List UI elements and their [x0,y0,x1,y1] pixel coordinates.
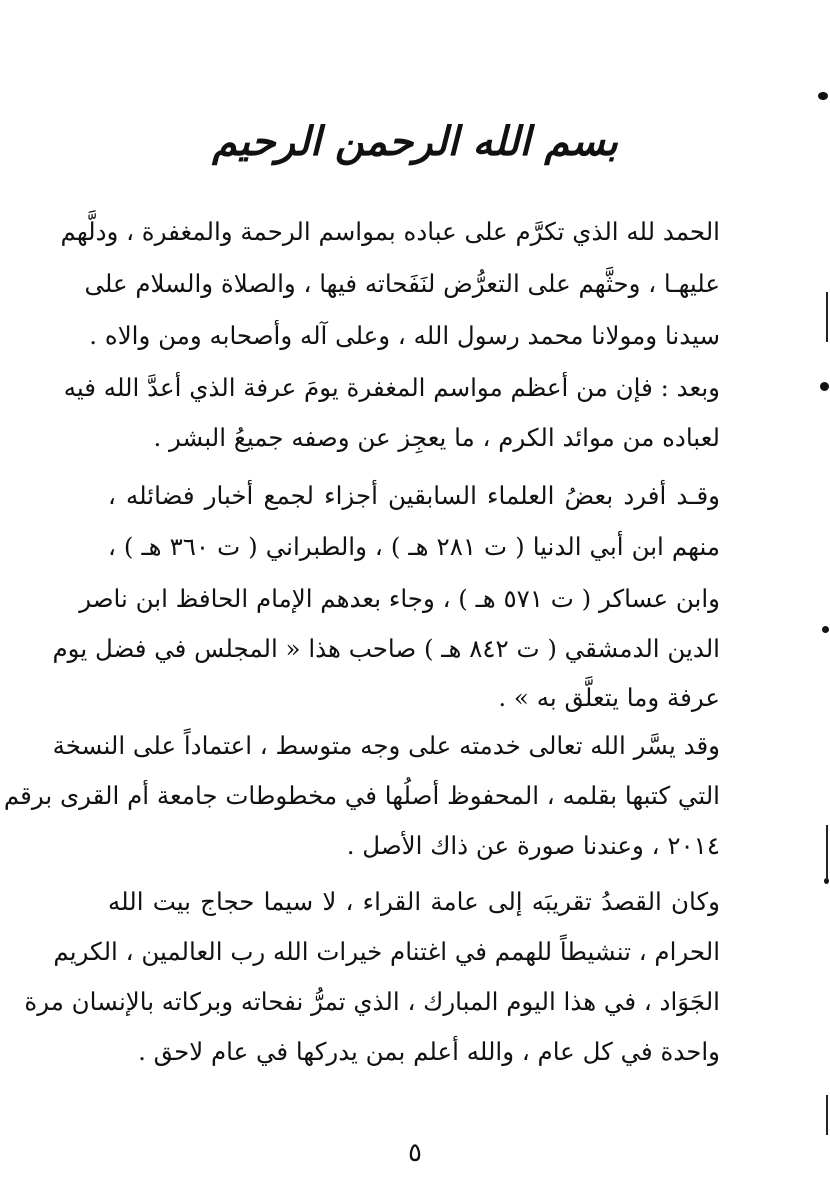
text-line: وقد يسَّر الله تعالى خدمته على وجه متوسط ، اعتماداً على النسخة [52,731,720,760]
text-line: التي كتبها بقلمه ، المحفوظ أصلُها في مخطوطات جامعة أم القرى برقم [3,781,720,810]
text-line: الحرام ، تنشيطاً للهمم في اغتنام خيرات الله رب العالمين ، الكريم [53,937,720,966]
scan-edge-line [826,825,828,880]
text-line: ٢٠١٤ ، وعندنا صورة عن ذاك الأصل . [346,831,720,860]
text-line: الجَوَاد ، في هذا اليوم المبارك ، الذي تمرُّ نفحاته وبركاته بالإنسان مرة [24,987,720,1016]
basmala-heading: بسم الله الرحمن الرحيم [212,118,618,165]
text-line: وكان القصدُ تقريبَه إلى عامة القراء ، لا سيما حجاج بيت الله [108,887,720,916]
text-line: لعباده من موائد الكرم ، ما يعجِز عن وصفه جميعُ البشر . [153,423,720,452]
scan-edge-line [826,292,828,342]
scan-speck [818,92,828,100]
text-line: الدين الدمشقي ( ت ٨٤٢ هـ ) صاحب هذا « المجلس في فضل يوم [52,634,720,663]
text-line: وقـد أفرد بعضُ العلماء السابقين أجزاء لجمع أخبار فضائله ، [108,481,720,510]
text-line: وبعد : فإن من أعظم مواسم المغفرة يومَ عرفة الذي أعدَّ الله فيه [63,373,720,402]
scan-speck [820,382,829,391]
text-line: سيدنا ومولانا محمد رسول الله ، وعلى آله وأصحابه ومن والاه . [89,321,720,350]
text-line: عليهـا ، وحثَّهم على التعرُّض لنَفَحاته فيها ، والصلاة والسلام على [84,269,720,298]
text-line: عرفة وما يتعلَّق به » . [498,683,720,712]
text-line: الحمد لله الذي تكرَّم على عباده بمواسم الرحمة والمغفرة ، ودلَّهم [60,217,720,246]
page-number: ٥ [408,1138,422,1168]
scan-speck [822,626,829,633]
scan-edge-line [826,1095,828,1135]
text-line: واحدة في كل عام ، والله أعلم بمن يدركها في عام لاحق . [138,1037,720,1066]
text-line: وابن عساكر ( ت ٥٧١ هـ ) ، وجاء بعدهم الإمام الحافظ ابن ناصر [79,584,720,613]
text-line: منهم ابن أبي الدنيا ( ت ٢٨١ هـ ) ، والطبراني ( ت ٣٦٠ هـ ) ، [108,532,720,561]
